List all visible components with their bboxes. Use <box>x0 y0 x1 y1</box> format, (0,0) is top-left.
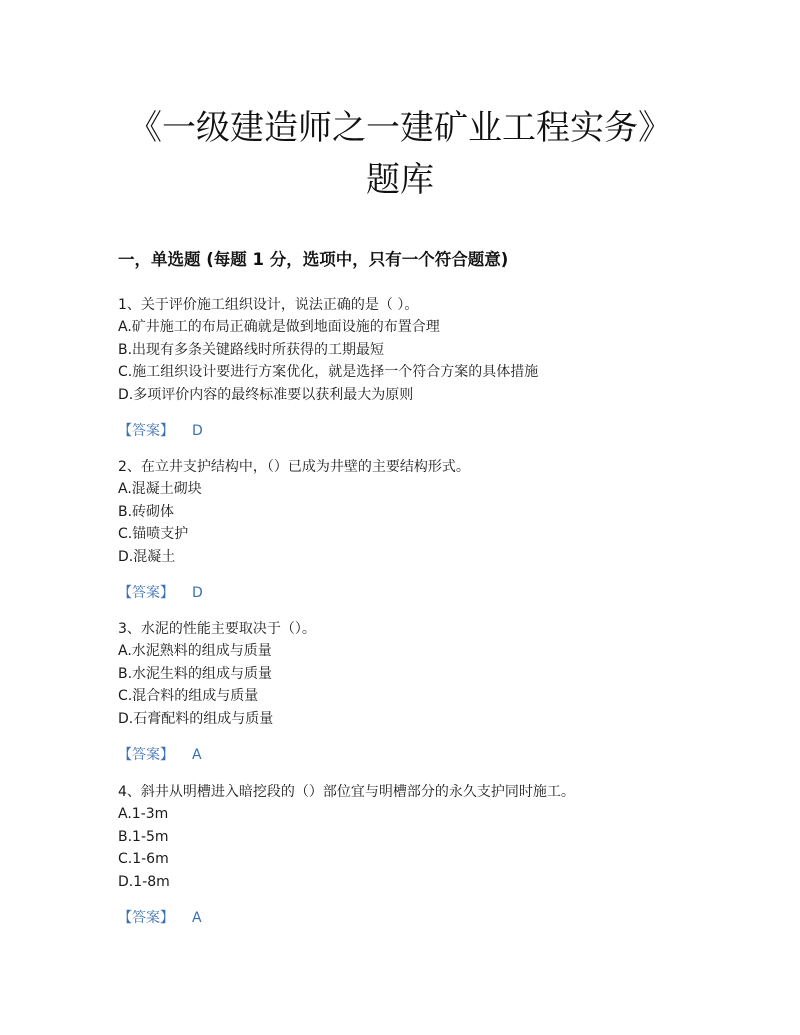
option-d: D.石膏配料的组成与质量 <box>118 710 274 727</box>
option-d: D.1-8m <box>118 873 170 890</box>
question-stem: 2、在立井支护结构中，（）已成为井壁的主要结构形式。 <box>118 459 470 475</box>
title-line-1: 《一级建造师之一建矿业工程实务》 <box>128 108 672 148</box>
answer-value: D <box>192 585 203 601</box>
answer-line <box>118 420 718 442</box>
answer-label: 【答案】 <box>118 910 174 926</box>
option-a: A.矿井施工的布局正确就是做到地面设施的布置合理 <box>118 319 440 335</box>
question-stem: 3、水泥的性能主要取决于（）。 <box>118 621 316 637</box>
option-c: C.施工组织设计要进行方案优化，就是选择一个符合方案的具体措施 <box>118 364 539 380</box>
answer-line <box>118 744 718 766</box>
question-stem: 4、斜井从明槽进入暗挖段的（）部位宜与明槽部分的永久支护同时施工。 <box>118 784 575 800</box>
answer-line <box>118 582 718 604</box>
option-b: B.1-5m <box>118 828 169 845</box>
answer-value: D <box>192 423 203 439</box>
option-c: C.混合料的组成与质量 <box>118 688 259 704</box>
answer-label: 【答案】 <box>118 585 174 601</box>
option-d: D.多项评价内容的最终标准要以获利最大为原则 <box>118 386 414 403</box>
title-line-2: 题库 <box>366 160 434 200</box>
answer-value: A <box>192 747 202 763</box>
answer-value: A <box>192 910 202 926</box>
option-c: C.锚喷支护 <box>118 526 189 542</box>
question-2 <box>118 456 718 604</box>
option-d: D.混凝土 <box>118 548 176 565</box>
document-title <box>0 102 800 206</box>
section-heading: 一，单选题 (每题 1 分，选项中，只有一个符合题意) <box>118 250 509 269</box>
answer-label: 【答案】 <box>118 423 174 439</box>
option-c: C.1-6m <box>118 851 169 867</box>
question-4 <box>118 781 718 929</box>
answer-label: 【答案】 <box>118 747 174 763</box>
option-b: B.砖砌体 <box>118 503 175 520</box>
option-a: A.混凝土砌块 <box>118 481 202 497</box>
question-1 <box>118 294 718 442</box>
option-a: A.1-3m <box>118 806 169 822</box>
question-3 <box>118 618 718 766</box>
question-stem: 1、关于评价施工组织设计，说法正确的是（ ）。 <box>118 297 419 313</box>
option-b: B.出现有多条关键路线时所获得的工期最短 <box>118 341 385 358</box>
option-b: B.水泥生料的组成与质量 <box>118 665 273 682</box>
answer-line <box>118 907 718 929</box>
option-a: A.水泥熟料的组成与质量 <box>118 643 272 659</box>
